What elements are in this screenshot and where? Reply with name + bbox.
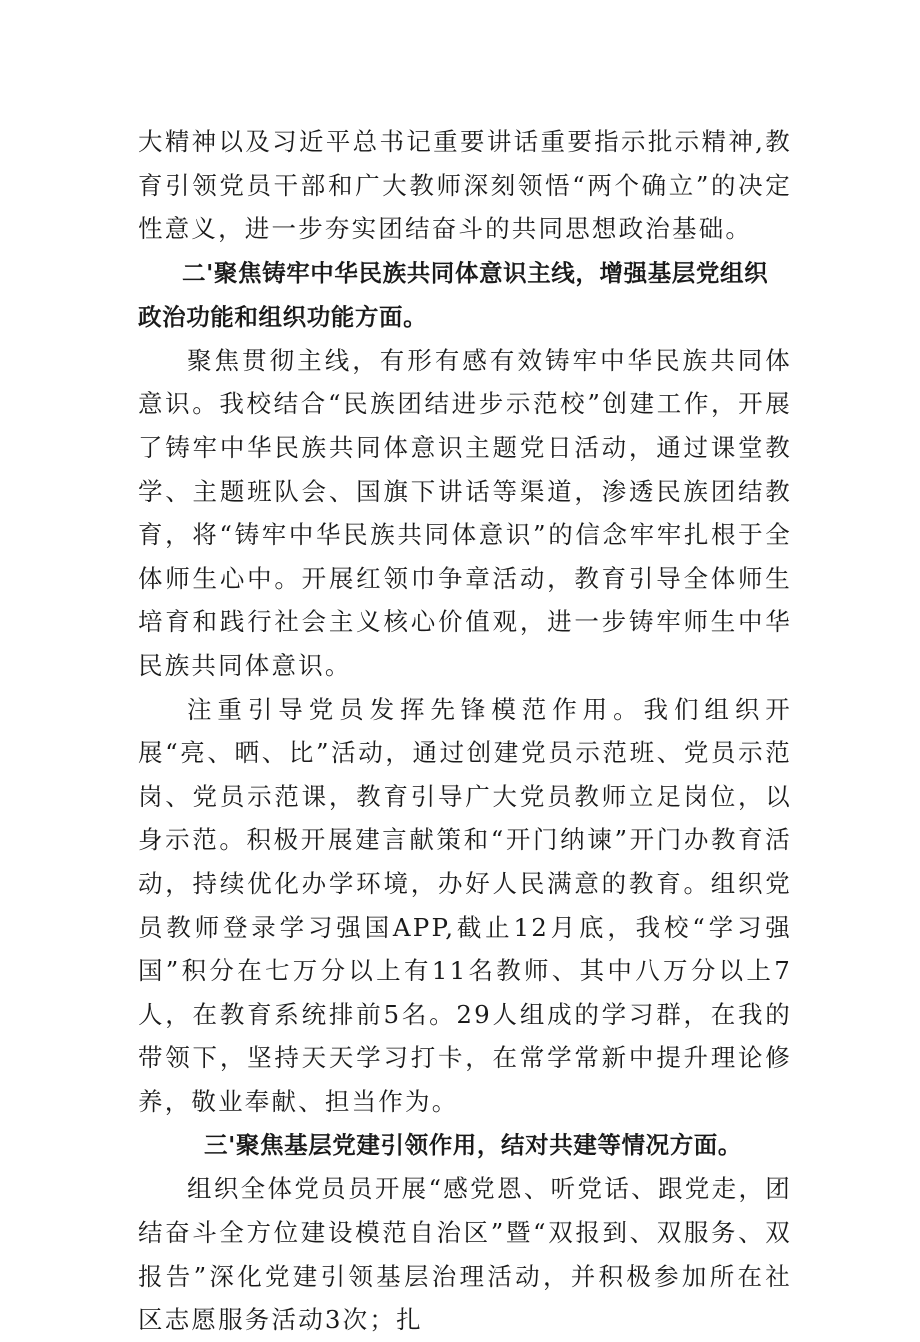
section-2-paragraph-party-members: 注重引导党员发挥先锋模范作用。我们组织开展“亮、晒、比”活动，通过创建党员示范班、党员示范岗、党员示范课，教育引导广大党员教师立足岗位，以身示范。积极开展建言献策和“开门纳谏”开门办教育活动，持续优化办学环境，办好人民满意的教育。组织党员教师登录学习强国APP,截止12月底，我校“学习强国”积分在七万分以上有11名教师、其中八万分以上7人，在教育系统排前5名。29人组成的学习群，在我的带领下，坚持天天学习打卡，在常学常新中提升理论修养，敬业奉献、担当作为。: [138, 694, 792, 1116]
section-2-paragraph-ethnic-unity: 聚焦贯彻主线，有形有感有效铸牢中华民族共同体意识。我校结合“民族团结进步示范校”创建工作，开展了铸牢中华民族共同体意识主题党日活动，通过课堂教学、主题班队会、国旗下讲话等渠道，渗透民族团结教育，将“铸牢中华民族共同体意识”的信念牢牢扎根于全体师生心中。开展红领巾争章活动，教育引导全体师生培育和践行社会主义核心价值观，进一步铸牢师生中华民族共同体意识。: [138, 345, 792, 680]
section-3-heading: 三'聚焦基层党建引领作用，结对共建等情况方面。: [204, 1131, 742, 1160]
section-2-heading: 二'聚焦铸牢中华民族共同体意识主线，增强基层党组织政治功能和组织功能方面。: [138, 258, 769, 331]
section-3-paragraph-activities: 组织全体党员员开展“感党恩、听党话、跟党走，团结奋斗全方位建设模范自治区”暨“双报到、双服务、双报告”深化党建引领基层治理活动，并积极参加所在社区志愿服务活动3次；扎: [138, 1174, 792, 1335]
intro-paragraph-continued: 大精神以及习近平总书记重要讲话重要指示批示精神,教育引领党员干部和广大教师深刻领悟“两个确立”的决定性意义，进一步夯实团结奋斗的共同思想政治基础。: [138, 127, 792, 244]
document-body: [138, 120, 792, 1342]
